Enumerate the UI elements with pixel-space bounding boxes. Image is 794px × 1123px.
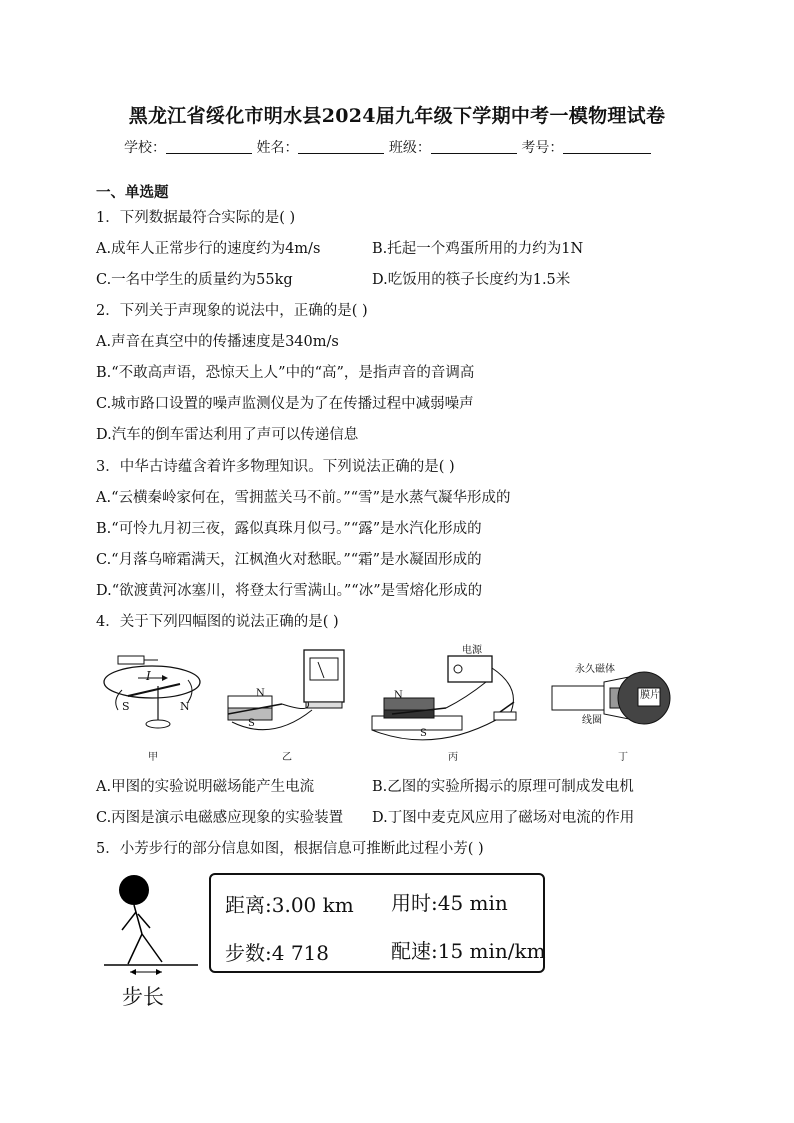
- distance-stat: 距离:3.00 km: [225, 893, 354, 917]
- figure-jia-caption: 甲: [148, 752, 158, 763]
- pace-stat: 配速:15 min/km: [391, 939, 546, 963]
- figure-yi-caption: 乙: [282, 752, 292, 763]
- section-heading: 一、单选题: [96, 184, 169, 201]
- step-length-label: 步长: [122, 985, 164, 1009]
- figure-bing-caption: 丙: [448, 752, 458, 763]
- class-blank: [431, 139, 517, 154]
- q1-option-a: A.成年人正常步行的速度约为4m/s: [96, 241, 321, 257]
- q1-option-d: D.吃饭用的筷子长度约为1.5米: [372, 272, 571, 288]
- bing-n-label: N: [394, 690, 403, 701]
- name-blank: [298, 139, 384, 154]
- q4-option-b: B.乙图的实验所揭示的原理可制成发电机: [372, 779, 634, 795]
- ding-film-label: 膜片: [640, 690, 660, 701]
- q1-stem: 1．下列数据最符合实际的是( ): [96, 210, 296, 226]
- q5-stem: 5．小芳步行的部分信息如图，根据信息可推断此过程小芳( ): [96, 841, 484, 857]
- jia-current-label: I: [146, 669, 151, 683]
- jia-s-label: S: [122, 700, 130, 713]
- q4-stem: 4．关于下列四幅图的说法正确的是( ): [96, 614, 339, 630]
- q2-option-c: C.城市路口设置的噪声监测仪是为了在传播过程中减弱噪声: [96, 396, 474, 412]
- school-blank: [166, 139, 252, 154]
- bing-power-label: 电源: [462, 645, 482, 656]
- student-info-row: [124, 137, 651, 157]
- time-stat: 用时:45 min: [391, 891, 508, 915]
- exam-no-label: 考号：: [521, 140, 564, 156]
- class-label: 班级：: [388, 140, 431, 156]
- q4-option-c: C.丙图是演示电磁感应现象的实验装置: [96, 810, 344, 826]
- name-label: 姓名：: [256, 140, 299, 156]
- exam-title: 黑龙江省绥化市明水县2024届九年级下学期中考一模物理试卷: [128, 105, 666, 127]
- q1-option-b: B.托起一个鸡蛋所用的力约为1N: [372, 241, 584, 257]
- q2-stem: 2．下列关于声现象的说法中，正确的是( ): [96, 303, 368, 319]
- q3-option-c: C.“月落乌啼霜满天，江枫渔火对愁眠。”“霜”是水凝固形成的: [96, 552, 482, 568]
- figure-jia-compass: [100, 650, 210, 742]
- yi-n-label: N: [256, 688, 265, 699]
- q3-option-b: B.“可怜九月初三夜，露似真珠月似弓。”“露”是水汽化形成的: [96, 521, 482, 537]
- q4-option-d: D.丁图中麦克风应用了磁场对电流的作用: [372, 810, 635, 826]
- q2-option-d: D.汽车的倒车雷达利用了声可以传递信息: [96, 427, 359, 443]
- ding-coil-label: 线圈: [582, 715, 602, 726]
- figure-yi-galvanometer: [222, 646, 350, 742]
- q2-option-b: B.“不敢高声语，恐惊天上人”中的“高”，是指声音的音调高: [96, 365, 475, 381]
- steps-stat: 步数:4 718: [225, 941, 329, 965]
- q1-option-c: C.一名中学生的质量约为55kg: [96, 272, 293, 288]
- jia-n-label: N: [180, 700, 190, 713]
- q2-option-a: A.声音在真空中的传播速度是340m/s: [96, 334, 339, 350]
- q3-option-a: A.“云横秦岭家何在，雪拥蓝关马不前。”“雪”是水蒸气凝华形成的: [96, 490, 511, 506]
- yi-s-label: S: [248, 718, 255, 729]
- q4-option-a: A.甲图的实验说明磁场能产生电流: [96, 779, 315, 795]
- school-label: 学校：: [124, 140, 166, 156]
- figure-ding-caption: 丁: [618, 752, 628, 763]
- figure-walking-person: [100, 872, 204, 982]
- ding-magnet-label: 永久磁体: [575, 664, 615, 675]
- exam-no-blank: [563, 139, 651, 154]
- q3-stem: 3．中华古诗蕴含着许多物理知识。下列说法正确的是( ): [96, 459, 455, 475]
- bing-s-label: S: [420, 728, 427, 739]
- walking-stats-card: [209, 873, 545, 973]
- q3-option-d: D.“欲渡黄河冰塞川，将登太行雪满山。”“冰”是雪熔化形成的: [96, 583, 483, 599]
